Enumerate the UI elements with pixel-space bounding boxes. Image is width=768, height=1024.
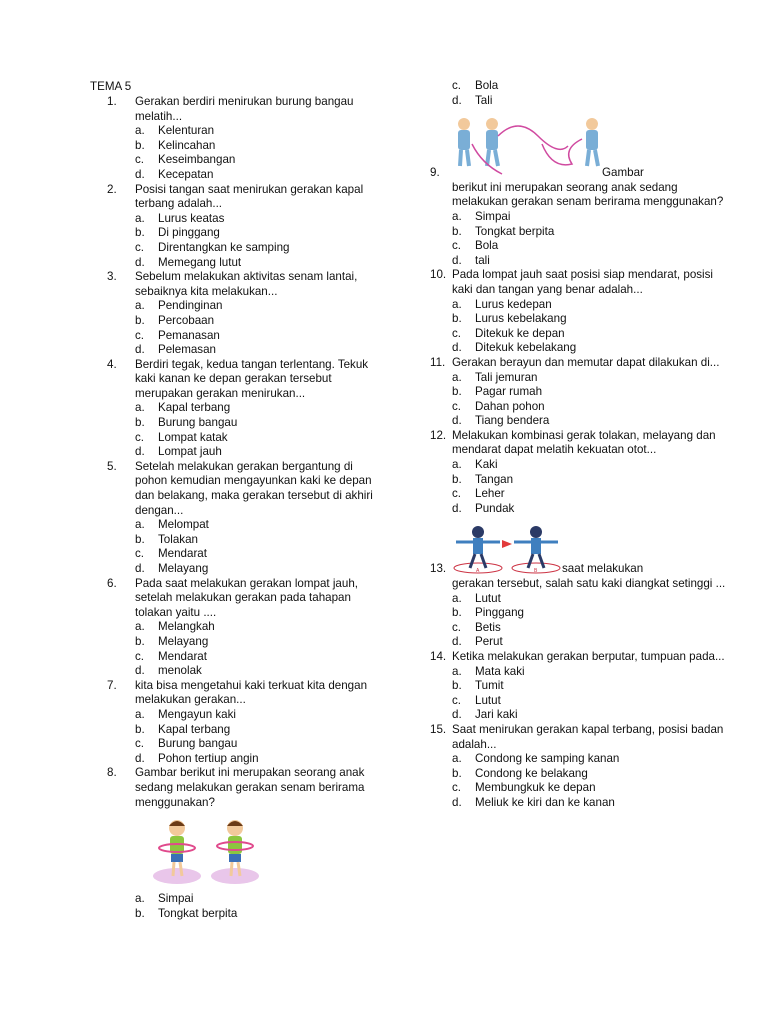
- option-text: Kecepatan: [158, 167, 214, 181]
- question-item: [430, 650, 730, 665]
- question-item: [90, 577, 380, 621]
- question-number: 11.: [430, 355, 446, 369]
- option-letter: d.: [135, 343, 145, 357]
- right-question-list-a: [430, 268, 730, 516]
- option-text: Tiang bendera: [475, 414, 550, 428]
- answer-option: [90, 533, 380, 548]
- option-text: Tangan: [475, 472, 514, 486]
- answer-option: [430, 79, 730, 94]
- option-text: Melayang: [158, 634, 209, 648]
- question-number: 10.: [430, 268, 447, 282]
- option-text: Di pinggang: [158, 226, 220, 240]
- question-number: 5.: [107, 459, 117, 473]
- question-text: Pada lompat jauh saat posisi siap mendarat, posisi kaki dan tangan yang benar adalah...: [452, 268, 714, 296]
- option-text: Jari kaki: [475, 708, 518, 722]
- option-letter: d.: [452, 93, 462, 107]
- answer-option: [430, 665, 730, 680]
- answer-option: [90, 401, 380, 416]
- answer-option: [90, 314, 380, 329]
- option-letter: d.: [452, 795, 462, 809]
- option-letter: d.: [135, 167, 145, 181]
- answer-option: [90, 168, 380, 183]
- option-text: Perut: [475, 635, 503, 649]
- option-text: Melompat: [158, 518, 209, 532]
- answer-option: [430, 502, 730, 517]
- option-letter: d.: [135, 751, 145, 765]
- answer-option: [430, 254, 730, 269]
- svg-text:A: A: [476, 568, 480, 575]
- option-letter: a.: [135, 620, 145, 634]
- option-letter: b.: [452, 606, 462, 620]
- option-letter: d.: [452, 341, 462, 355]
- answer-option: [430, 210, 730, 225]
- question-text: Gerakan berayun dan memutar dapat dilakukan di...: [452, 355, 720, 369]
- option-letter: a.: [135, 124, 145, 138]
- option-letter: c.: [135, 240, 145, 254]
- option-text: Mengayun kaki: [158, 707, 236, 721]
- question-text: Saat menirukan gerakan kapal terbang, posisi badan adalah...: [452, 722, 724, 751]
- option-letter: a.: [135, 892, 145, 906]
- option-text: Tali: [475, 93, 493, 107]
- answer-option: [90, 153, 380, 168]
- question-item: [90, 460, 380, 518]
- answer-option: [90, 892, 380, 907]
- option-letter: b.: [135, 226, 145, 240]
- answer-option: [90, 907, 380, 922]
- option-text: Bola: [475, 79, 499, 92]
- answer-option: [90, 124, 380, 139]
- option-letter: a.: [135, 401, 145, 415]
- question-item: [90, 358, 380, 402]
- option-text: Lompat katak: [158, 430, 228, 444]
- option-letter: b.: [135, 138, 145, 152]
- option-letter: c.: [135, 649, 145, 663]
- option-text: Leher: [475, 487, 505, 501]
- option-letter: c.: [135, 328, 145, 342]
- option-text: Melayang: [158, 562, 209, 575]
- question-text: Melakukan kombinasi gerak tolakan, melayang dan mendarat dapat melatih kekuatan otot...: [452, 428, 716, 457]
- answer-option: [90, 226, 380, 241]
- question-text: Berdiri tegak, kedua tangan terlentang. Tekuk kaki kanan ke depan gerakan tersebut merupakan gerakan menirukan...: [135, 357, 369, 400]
- q8-options: [90, 892, 380, 921]
- option-text: Pendinginan: [158, 299, 223, 313]
- answer-option: [430, 752, 730, 767]
- question-number: 14.: [430, 650, 447, 663]
- question-item: [430, 429, 730, 458]
- option-letter: c.: [135, 430, 145, 444]
- option-letter: d.: [135, 445, 145, 459]
- option-text: Lutut: [475, 693, 501, 707]
- option-letter: a.: [452, 209, 462, 223]
- option-letter: c.: [452, 239, 462, 253]
- option-text: Condong ke samping kanan: [475, 752, 620, 766]
- answer-option: [90, 562, 380, 577]
- option-text: Simpai: [475, 209, 511, 223]
- answer-option: [430, 225, 730, 240]
- answer-option: [90, 299, 380, 314]
- option-text: Pagar rumah: [475, 385, 543, 399]
- option-letter: c.: [135, 153, 145, 167]
- option-text: Condong ke belakang: [475, 766, 588, 780]
- question-13: 13. saat melakukan: [430, 562, 644, 576]
- option-text: Membungkuk ke depan: [475, 781, 596, 795]
- option-letter: c.: [135, 547, 145, 561]
- answer-option: [430, 312, 730, 327]
- answer-option: [430, 767, 730, 782]
- question-number: 7.: [107, 678, 117, 692]
- option-text: Tongkat berpita: [475, 224, 555, 238]
- option-text: Keseimbangan: [158, 153, 236, 167]
- option-text: Mendarat: [158, 649, 207, 663]
- answer-option: [90, 212, 380, 227]
- answer-option: [430, 327, 730, 342]
- answer-option: [430, 635, 730, 650]
- answer-option: [90, 445, 380, 460]
- option-text: Kapal terbang: [158, 722, 231, 736]
- option-letter: a.: [135, 518, 145, 532]
- answer-option: [430, 239, 730, 254]
- question-text: Sebelum melakukan aktivitas senam lantai, sebaiknya kita melakukan...: [135, 270, 358, 298]
- question-9-text: berikut ini merupakan seorang anak sedang melakukan gerakan senam berirama menggunakan?: [452, 180, 724, 209]
- question-number: 6.: [107, 576, 117, 590]
- option-text: Dahan pohon: [475, 399, 545, 413]
- answer-option: [430, 94, 730, 109]
- balance-stance-icon: [452, 524, 562, 574]
- option-letter: d.: [452, 253, 462, 267]
- option-text: Betis: [475, 620, 501, 634]
- answer-option: [90, 650, 380, 665]
- answer-option: [90, 241, 380, 256]
- option-text: menolak: [158, 664, 202, 678]
- answer-option: [430, 400, 730, 415]
- question-13-text: gerakan tersebut, salah satu kaki diangkat setinggi ...: [452, 577, 726, 591]
- option-text: Tongkat berpita: [158, 906, 238, 920]
- hula-hoop-children-icon: [147, 816, 267, 888]
- option-text: Kapal terbang: [158, 401, 231, 415]
- question-text: Pada saat melakukan gerakan lompat jauh, setelah melakukan gerakan pada tahapan tolakan yaitu ....: [135, 576, 358, 619]
- option-text: Pundak: [475, 501, 515, 515]
- option-letter: b.: [452, 472, 462, 486]
- option-text: Pemanasan: [158, 328, 220, 342]
- option-letter: d.: [452, 414, 462, 428]
- question-9: 9. Gambar: [430, 166, 644, 180]
- option-letter: b.: [135, 313, 145, 327]
- option-text: Pinggang: [475, 606, 524, 620]
- q13-options: [430, 592, 730, 650]
- question-number: 1.: [107, 95, 117, 108]
- q8-continued-options: [430, 79, 730, 108]
- answer-option: [90, 708, 380, 723]
- option-letter: c.: [452, 487, 462, 501]
- question-item: [90, 95, 380, 124]
- answer-option: [430, 621, 730, 636]
- answer-option: [430, 487, 730, 502]
- right-column: [430, 79, 730, 811]
- answer-option: [90, 139, 380, 154]
- answer-option: [90, 737, 380, 752]
- option-letter: c.: [452, 620, 462, 634]
- question-item: [430, 268, 730, 297]
- option-letter: a.: [452, 458, 462, 472]
- option-text: tali: [475, 253, 490, 267]
- option-text: Lurus kedepan: [475, 297, 552, 311]
- option-text: Bola: [475, 239, 499, 253]
- option-letter: b.: [452, 766, 462, 780]
- answer-option: [90, 431, 380, 446]
- q13-illustration: [452, 524, 562, 574]
- answer-option: [430, 458, 730, 473]
- option-letter: a.: [452, 297, 462, 311]
- option-letter: c.: [452, 693, 462, 707]
- option-letter: b.: [135, 532, 145, 546]
- question-item: [90, 183, 380, 212]
- question-text: Setelah melakukan gerakan bergantung di pohon kemudian mengayunkan kaki ke depan dan belakang, maka gerakan tersebut di akhiri dengan...: [135, 459, 373, 517]
- option-text: Burung bangau: [158, 737, 238, 751]
- option-text: Kaki: [475, 458, 498, 472]
- option-letter: b.: [452, 312, 462, 326]
- option-text: Percobaan: [158, 313, 215, 327]
- option-letter: b.: [135, 634, 145, 648]
- answer-option: [430, 298, 730, 313]
- answer-option: [90, 518, 380, 533]
- question-item: [90, 270, 380, 299]
- page-title: TEMA 5: [90, 80, 132, 93]
- option-letter: b.: [135, 906, 145, 920]
- question-item: [90, 766, 380, 810]
- option-text: Melangkah: [158, 620, 215, 634]
- answer-option: [90, 343, 380, 358]
- answer-option: [430, 473, 730, 488]
- option-letter: a.: [135, 299, 145, 313]
- option-text: Lompat jauh: [158, 445, 222, 459]
- option-text: Kelenturan: [158, 124, 215, 138]
- answer-option: [90, 620, 380, 635]
- question-item: [430, 723, 730, 752]
- answer-option: [430, 694, 730, 709]
- option-letter: d.: [452, 635, 462, 649]
- option-letter: a.: [452, 664, 462, 678]
- answer-option: [430, 592, 730, 607]
- question-number: 12.: [430, 428, 447, 442]
- answer-option: [90, 256, 380, 271]
- option-text: Memegang lutut: [158, 255, 242, 269]
- left-column: [90, 79, 380, 921]
- option-letter: b.: [135, 416, 145, 430]
- q8-illustration: [147, 816, 267, 888]
- question-item: [430, 356, 730, 371]
- answer-option: [430, 414, 730, 429]
- option-text: Pohon tertiup angin: [158, 751, 259, 765]
- option-text: Mendarat: [158, 547, 207, 561]
- answer-option: [430, 781, 730, 796]
- option-text: Tumit: [475, 679, 504, 693]
- left-question-list: [90, 95, 380, 810]
- answer-option: [90, 635, 380, 650]
- option-letter: d.: [452, 708, 462, 722]
- option-letter: a.: [135, 707, 145, 721]
- question-number: 8.: [107, 766, 117, 780]
- option-letter: d.: [135, 664, 145, 678]
- question-text: Posisi tangan saat menirukan gerakan kapal terbang adalah...: [135, 182, 364, 211]
- question-text: kita bisa mengetahui kaki terkuat kita dengan melakukan gerakan...: [135, 678, 368, 707]
- option-letter: c.: [452, 399, 462, 413]
- option-letter: a.: [452, 370, 462, 384]
- option-text: Kelincahan: [158, 138, 216, 152]
- question-text: Gerakan berdiri menirukan burung bangau melatih...: [135, 95, 354, 123]
- option-text: Burung bangau: [158, 416, 238, 430]
- option-letter: b.: [135, 722, 145, 736]
- option-text: Tali jemuran: [475, 370, 538, 384]
- question-number: 15.: [430, 722, 447, 736]
- option-letter: d.: [135, 562, 145, 575]
- option-text: Direntangkan ke samping: [158, 240, 290, 254]
- answer-option: [90, 752, 380, 767]
- answer-option: [90, 664, 380, 679]
- option-letter: c.: [452, 326, 462, 340]
- answer-option: [430, 708, 730, 723]
- option-letter: a.: [135, 211, 145, 225]
- option-letter: d.: [135, 255, 145, 269]
- option-text: Pelemasan: [158, 343, 217, 357]
- option-letter: c.: [135, 737, 145, 751]
- option-text: Lurus kebelakang: [475, 312, 567, 326]
- q9-options: [430, 210, 730, 268]
- option-text: Lurus keatas: [158, 211, 225, 225]
- option-text: Ditekuk ke depan: [475, 326, 565, 340]
- question-text: Ketika melakukan gerakan berputar, tumpuan pada...: [452, 650, 725, 663]
- option-text: Simpai: [158, 892, 194, 906]
- option-letter: b.: [452, 385, 462, 399]
- answer-option: [430, 341, 730, 356]
- answer-option: [430, 679, 730, 694]
- answer-option: [90, 416, 380, 431]
- option-letter: c.: [452, 79, 462, 92]
- option-letter: b.: [452, 224, 462, 238]
- answer-option: [90, 329, 380, 344]
- answer-option: [90, 723, 380, 738]
- answer-option: [430, 606, 730, 621]
- ribbon-gymnast-icon: [452, 114, 602, 180]
- right-question-list-b: [430, 650, 730, 811]
- option-letter: a.: [452, 752, 462, 766]
- question-item: [90, 679, 380, 708]
- answer-option: [430, 796, 730, 811]
- answer-option: [430, 385, 730, 400]
- option-text: Tolakan: [158, 532, 198, 546]
- question-text: Gambar berikut ini merupakan seorang anak sedang melakukan gerakan senam berirama menggunakan?: [135, 766, 365, 809]
- option-letter: b.: [452, 679, 462, 693]
- option-letter: d.: [452, 501, 462, 515]
- question-number: 2.: [107, 182, 117, 196]
- option-letter: c.: [452, 781, 462, 795]
- option-text: Meliuk ke kiri dan ke kanan: [475, 795, 615, 809]
- option-letter: a.: [452, 591, 462, 605]
- option-text: Ditekuk kebelakang: [475, 341, 577, 355]
- answer-option: [90, 547, 380, 562]
- question-number: 3.: [107, 270, 117, 284]
- answer-option: [430, 371, 730, 386]
- option-text: Lutut: [475, 591, 501, 605]
- question-number: 4.: [107, 357, 117, 371]
- svg-text:B: B: [534, 568, 538, 575]
- option-text: Mata kaki: [475, 664, 525, 678]
- q9-illustration: [452, 114, 602, 180]
